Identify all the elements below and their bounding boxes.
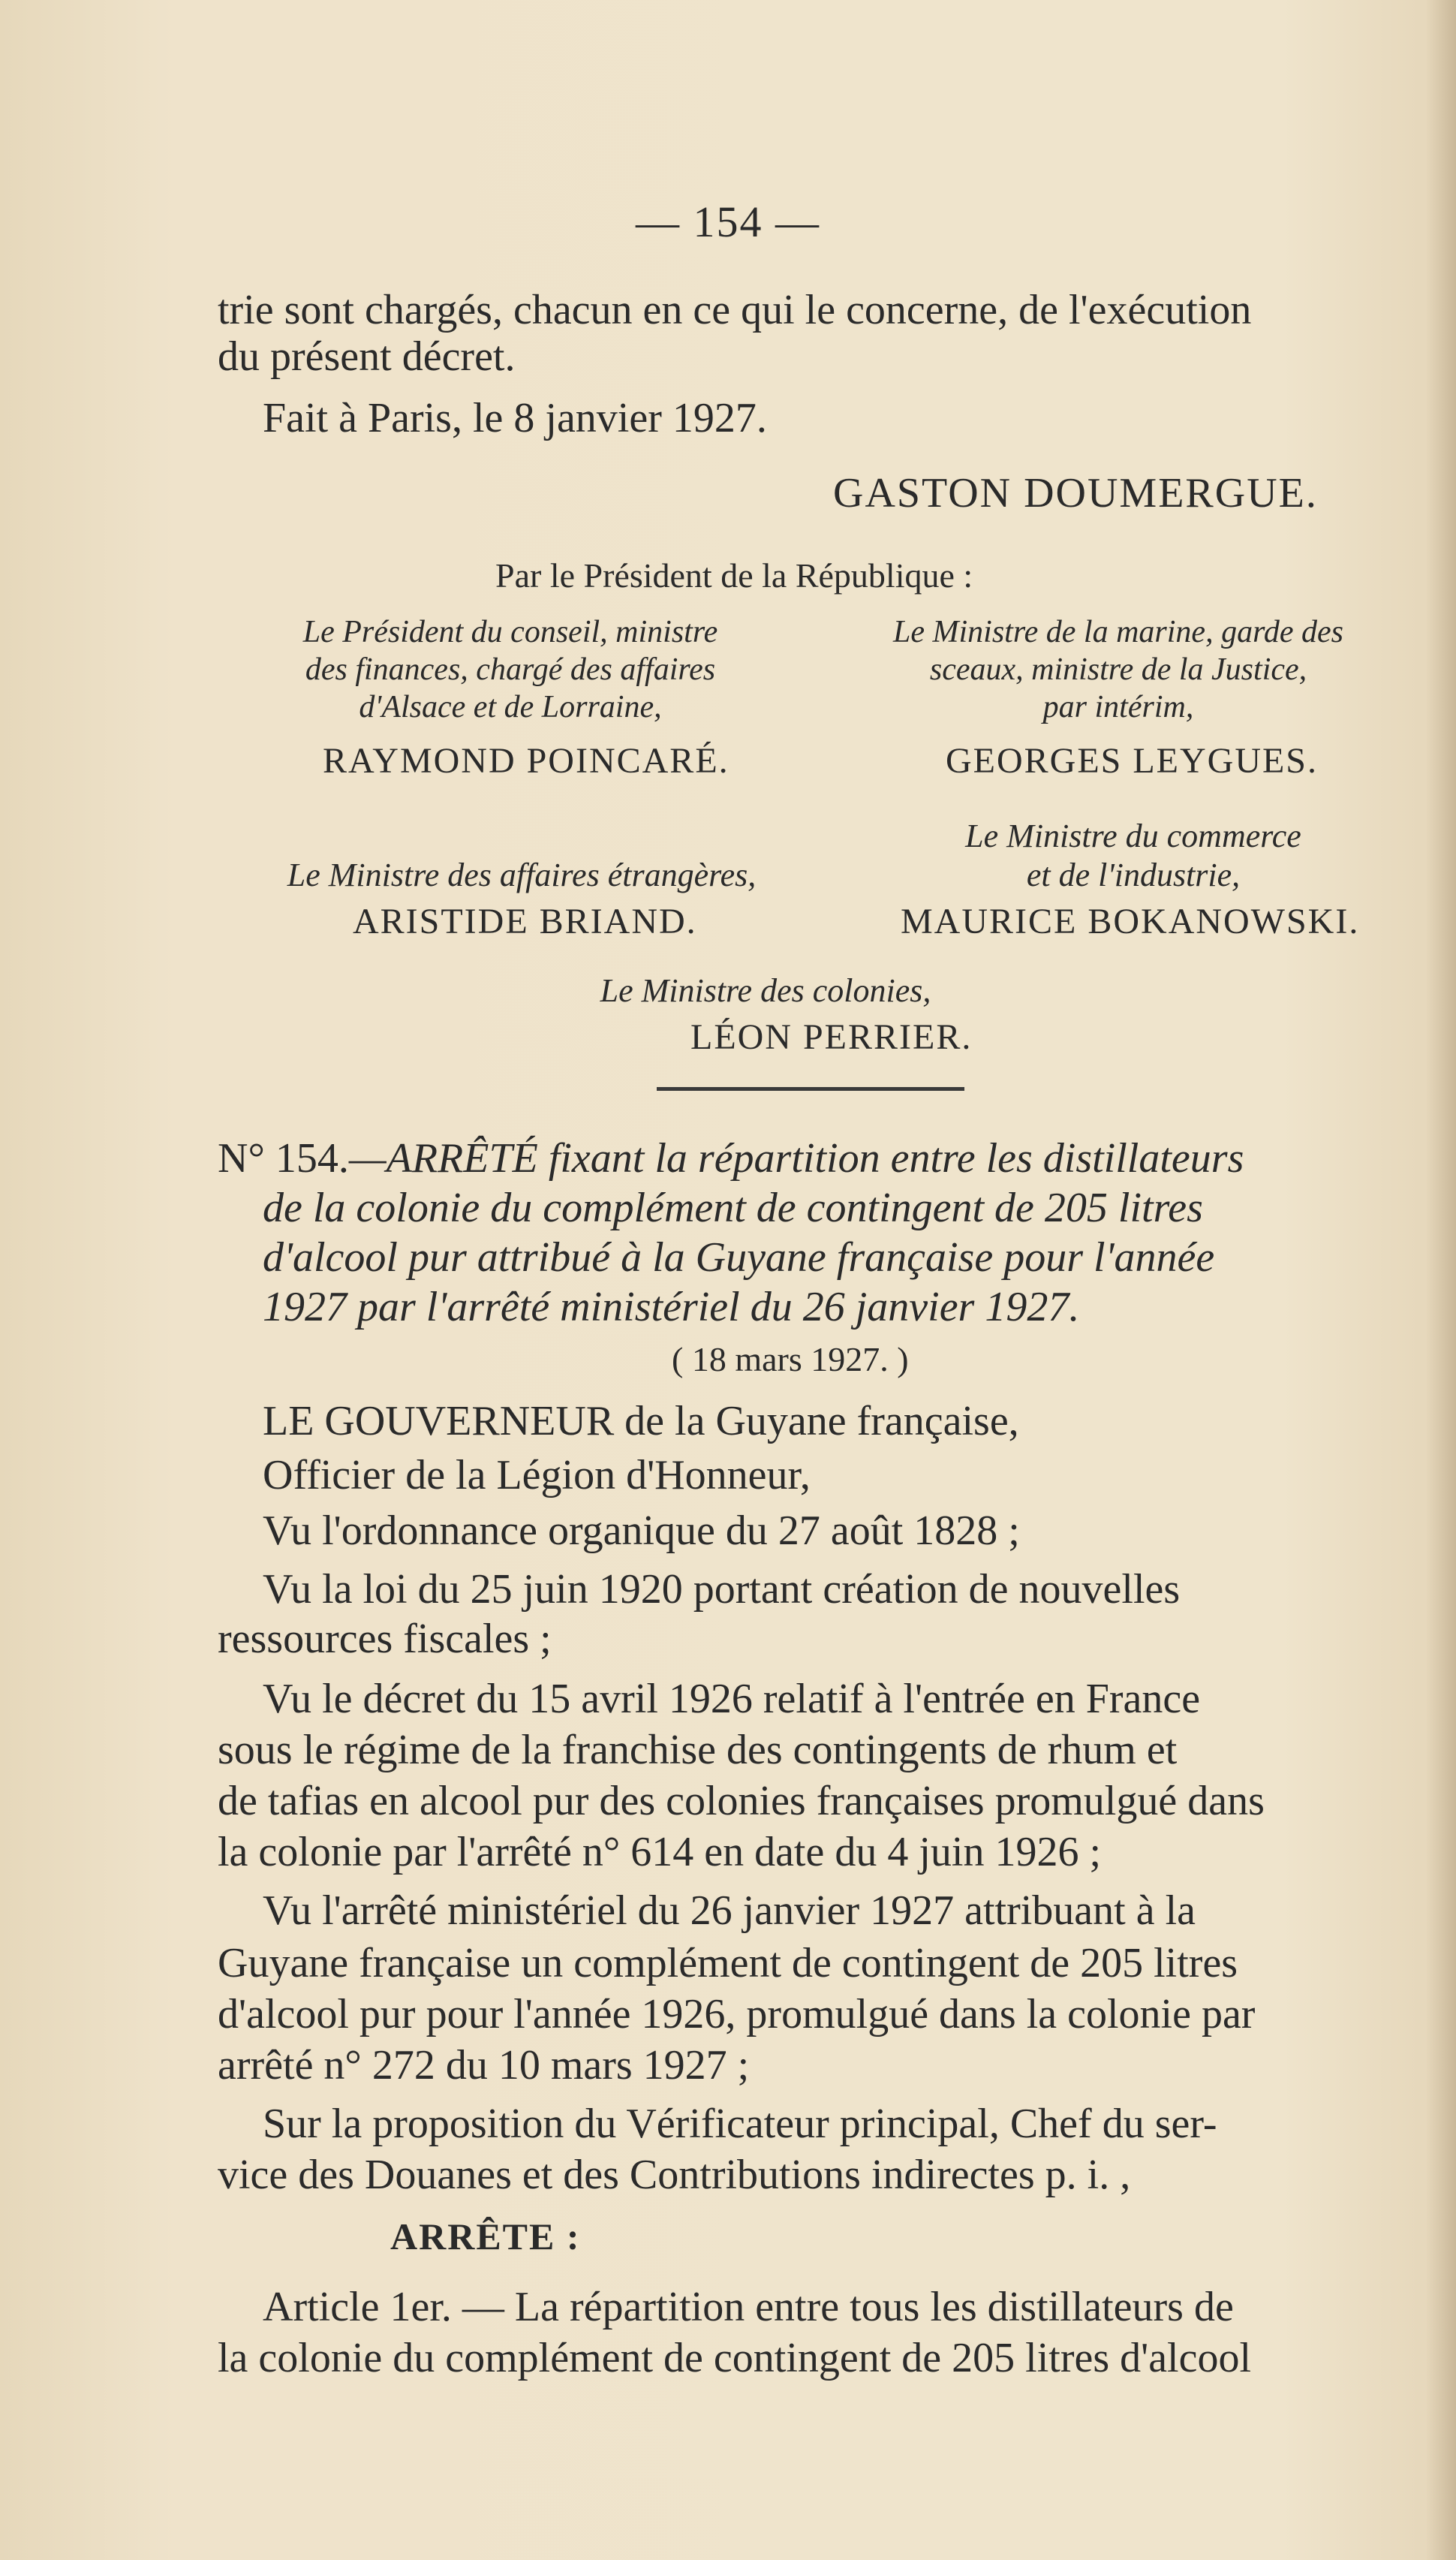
- gouverneur-line-2: Officier de la Légion d'Honneur,: [263, 1452, 811, 1498]
- vu-ordonnance: Vu l'ordonnance organique du 27 août 1828 ;: [263, 1507, 1020, 1554]
- gouverneur-line-1: LE GOUVERNEUR de la Guyane française,: [263, 1398, 1019, 1444]
- minister-left1-title-1: Le Président du conseil, ministre: [302, 615, 718, 649]
- article-1-line-1: Article 1er. — La répartition entre tous les distillateurs de: [263, 2284, 1234, 2330]
- sur-proposition-line-2: vice des Douanes et des Contributions indirectes p. i. ,: [218, 2152, 1131, 2198]
- minister-right1-title-1: Le Ministre de la marine, garde des: [893, 615, 1343, 649]
- page-number: — 154 —: [636, 197, 820, 246]
- minister-right2-title-2: et de l'industrie,: [1026, 857, 1241, 893]
- minister-right2-title-1: Le Ministre du commerce: [965, 818, 1301, 854]
- president-signature: GASTON DOUMERGUE.: [833, 470, 1318, 517]
- sur-proposition-line-1: Sur la proposition du Vérificateur principal, Chef du ser-: [263, 2101, 1217, 2147]
- separator-rule: [657, 1087, 964, 1091]
- vu-arrete-line-4: arrêté n° 272 du 10 mars 1927 ;: [218, 2042, 750, 2089]
- minister-left2-title-1: Le Ministre des affaires étrangères,: [287, 857, 757, 893]
- vu-arrete-line-3: d'alcool pur pour l'année 1926, promulgué dans la colonie par: [218, 1991, 1256, 2037]
- minister-left1-name: RAYMOND POINCARÉ.: [323, 741, 730, 781]
- vu-decret-line-3: de tafias en alcool pur des colonies françaises promulgué dans: [218, 1778, 1265, 1824]
- article-1-line-2: la colonie du complément de contingent de 205 litres d'alcool: [218, 2335, 1252, 2381]
- arrete-number: N° 154.: [218, 1135, 349, 1182]
- intro-line-1: trie sont chargés, chacun en ce qui le concerne, de l'exécution: [218, 287, 1252, 333]
- minister-right1-title-2: sceaux, ministre de la Justice,: [929, 652, 1307, 687]
- vu-decret-line-1: Vu le décret du 15 avril 1926 relatif à l'entrée en France: [263, 1676, 1201, 1722]
- vu-decret-line-4: la colonie par l'arrêté n° 614 en date du 4 juin 1926 ;: [218, 1829, 1102, 1875]
- intro-line-2: du présent décret.: [218, 333, 516, 380]
- arrete-heading-line-4: 1927 par l'arrêté ministériel du 26 janvier 1927.: [263, 1284, 1080, 1330]
- minister-left1-title-2: des finances, chargé des affaires: [305, 652, 716, 687]
- minister-right1-title-3: par intérim,: [1042, 690, 1194, 724]
- arrete-heading-line-1: [218, 1132, 1244, 1185]
- minister-right1-name: GEORGES LEYGUES.: [946, 741, 1318, 781]
- arrete-date: ( 18 mars 1927. ): [672, 1340, 909, 1378]
- vu-arrete-line-2: Guyane française un complément de contingent de 205 litres: [218, 1940, 1238, 1986]
- arrete-heading-line-3: d'alcool pur attribué à la Guyane française pour l'année: [263, 1234, 1215, 1281]
- page-gutter-shadow: [1426, 0, 1456, 2560]
- vu-loi-line-1: Vu la loi du 25 juin 1920 portant création de nouvelles: [263, 1566, 1181, 1613]
- minister-left2-name: ARISTIDE BRIAND.: [353, 902, 697, 941]
- arrete-heading-l1: —ARRÊTÉ fixant la répartition entre les distillateurs: [348, 1135, 1244, 1182]
- arrete-heading-line-2: de la colonie du complément de contingent de 205 litres: [263, 1185, 1203, 1231]
- decree-date: Fait à Paris, le 8 janvier 1927.: [263, 395, 767, 441]
- vu-decret-line-2: sous le régime de la franchise des contingents de rhum et: [218, 1727, 1178, 1773]
- minister-left1-title-3: d'Alsace et de Lorraine,: [359, 690, 662, 724]
- minister-center-title: Le Ministre des colonies,: [600, 972, 931, 1009]
- vu-loi-line-2: ressources fiscales ;: [218, 1616, 552, 1662]
- par-le-president: Par le Président de la République :: [495, 556, 973, 595]
- vu-arrete-line-1: Vu l'arrêté ministériel du 26 janvier 1927 attribuant à la: [263, 1887, 1196, 1934]
- minister-right2-name: MAURICE BOKANOWSKI.: [901, 902, 1360, 941]
- minister-center-name: LÉON PERRIER.: [690, 1017, 973, 1057]
- arrete-keyword: ARRÊTE :: [390, 2215, 581, 2257]
